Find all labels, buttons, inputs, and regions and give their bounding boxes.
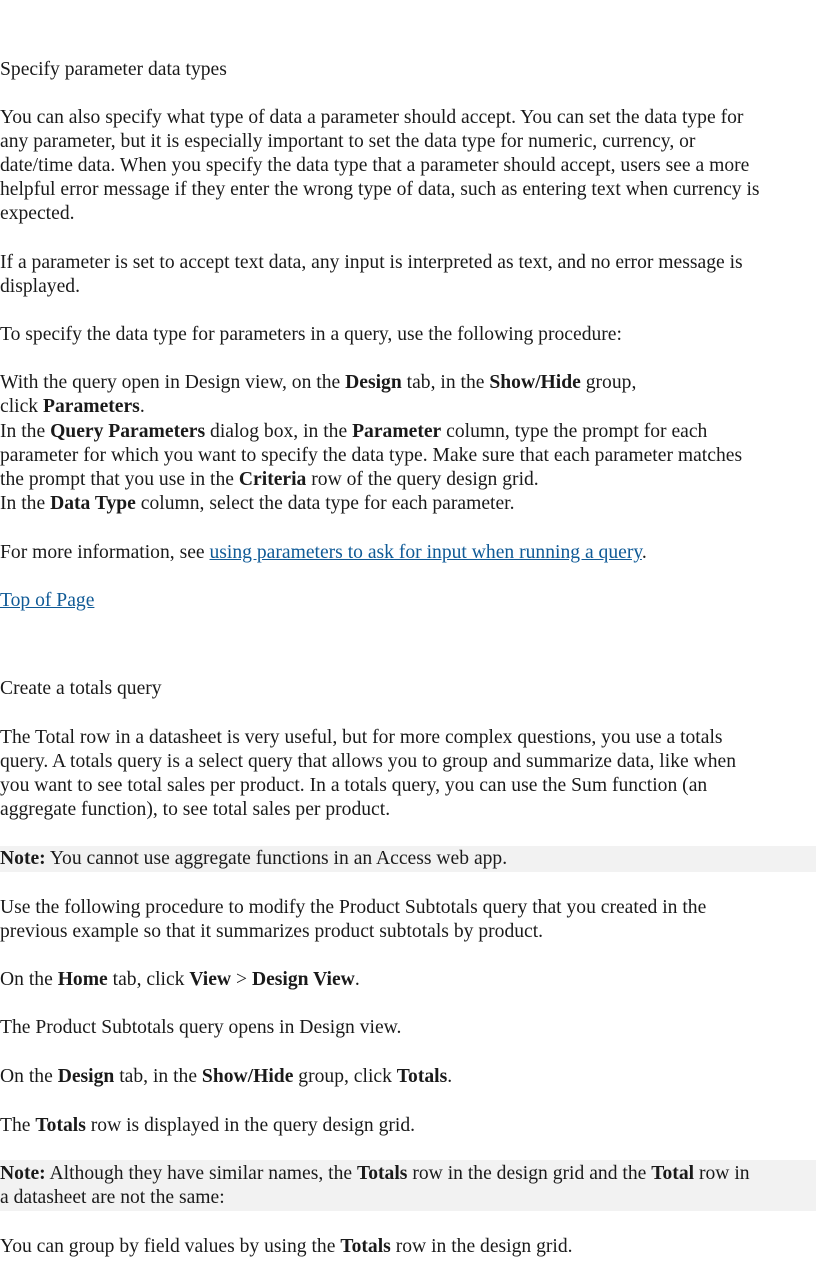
note-label: Note:	[0, 1163, 46, 1184]
step-query-parameters-dialog: In the Query Parameters dialog box, in the Parameter column, type the prompt for each parameter for which you want to specify the data type. Make sure that each parameter matches the prompt that you use in the Criteria row of the query design grid.	[0, 421, 743, 490]
paragraph-procedure-intro: To specify the data type for parameters in a query, use the following procedure:	[0, 324, 622, 345]
note-aggregate-functions: Note: You cannot use aggregate functions in an Access web app.	[0, 848, 508, 869]
note-totals-vs-total: Note: Although they have similar names, the Totals row in the design grid and the Total row in a datasheet are not the same:	[0, 1163, 750, 1208]
paragraph-group-by-field-values: You can group by field values by using the Totals row in the design grid.	[0, 1236, 573, 1257]
step-home-view-design: On the Home tab, click View > Design View.	[0, 969, 360, 990]
paragraph-parameter-data-type-intro: You can also specify what type of data a parameter should accept. You can set the data type for any parameter, but it is especially important to set the data type for numeric, currency, or date/time data. When you specify the data type that a parameter should accept, users see a more helpful error message if they enter the wrong type of data, such as entering text when currency is expected.	[0, 107, 760, 224]
paragraph-modify-procedure: Use the following procedure to modify the Product Subtotals query that you created in the previous example so that it summarizes product subtotals by product.	[0, 897, 707, 942]
heading-specify-parameter-data-types: Specify parameter data types	[0, 59, 227, 80]
link-using-parameters[interactable]: using parameters to ask for input when running a query	[209, 542, 642, 563]
link-top-of-page[interactable]: Top of Page	[0, 590, 95, 611]
step-data-type-column: In the Data Type column, select the data type for each parameter.	[0, 493, 515, 514]
note-label: Note:	[0, 848, 46, 869]
paragraph-totals-row-displayed: The Totals row is displayed in the query design grid.	[0, 1115, 416, 1136]
heading-create-totals-query: Create a totals query	[0, 678, 162, 699]
paragraph-query-opens: The Product Subtotals query opens in Design view.	[0, 1017, 402, 1038]
step-open-design-view: With the query open in Design view, on the Design tab, in the Show/Hide group, click Parameters.	[0, 372, 637, 417]
top-of-page-row	[0, 589, 816, 613]
step-design-totals: On the Design tab, in the Show/Hide group, click Totals.	[0, 1066, 453, 1087]
paragraph-totals-query-intro: The Total row in a datasheet is very useful, but for more complex questions, you use a totals query. A totals query is a select query that allows you to group and summarize data, like when you want to see total sales per product. In a totals query, you can use the Sum function (an aggregate function), to see total sales per product.	[0, 727, 737, 820]
paragraph-more-information: For more information, see using parameters to ask for input when running a query.	[0, 542, 647, 563]
paragraph-text-data: If a parameter is set to accept text data, any input is interpreted as text, and no error message is displayed.	[0, 252, 743, 297]
